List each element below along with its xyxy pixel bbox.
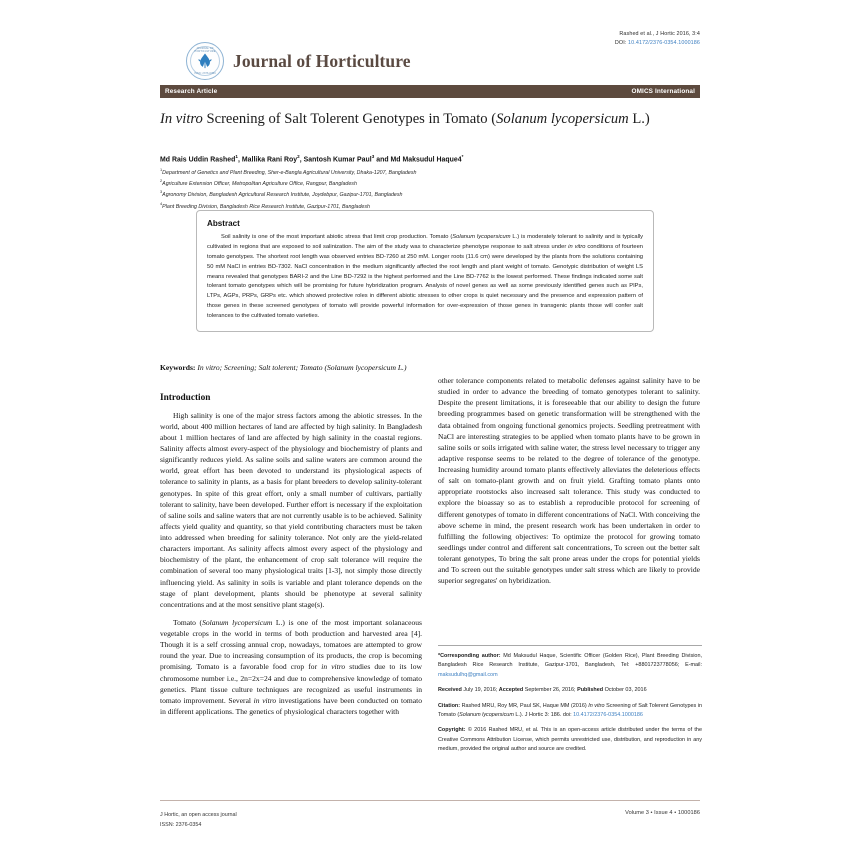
- article-type-bar: [160, 85, 700, 98]
- copyright-text: © 2016 Rashed MRU, et al. This is an open-access article distributed under the terms of the Creative Commons Attribution License, which permits unrestricted use, distribution, and reproduction in any medium, provided the original author and source are credited.: [438, 727, 702, 752]
- title-species: Solanum lycopersicum: [496, 111, 629, 127]
- citation-doi-link[interactable]: 10.4172/2376-0354.1000186: [573, 711, 643, 718]
- title-suffix: L.): [628, 111, 650, 127]
- intro-paragraph-1: High salinity is one of the major stress factors among the abiotic stresses. In the world, about 400 million hectares of land are affected by high salinity. In Bangladesh about 1 million hectares of land are affected by high salinity in the coastal regions. Salinity affects almost every-aspect of the physiology and biochemistry of plants and significantly reduces yield. As saline soils and saline waters are common around the world, great effort has been devoted to understand its physiological aspects of tolerance to salinity in plants, as a basis for plant breeders to develop salinity-tolerant genotypes. In spite of this great effort, only a small number of cultivars, partially tolerant to salinity, have been developed. Further effort is necessary if the exploitation of saline soils and saline waters that are not currently usable is to be achieved. Salinity affects yield quality and quantity, so that yield contributing characters must be taken into addressed when breeding for salinity tolerance. Not only are the yield-related characters important. As salinity affects almost every aspect of the physiology and biochemistry of the plant, the enhancement of crop salt tolerance will require the combination of several too many physiological traits [1-3], not simply those directly influencing yield. As salinity in soils is variable and plant tolerance depends on the stage of plant development, plants should be phenotype at several salinity concentrations and at the most sensitive plant stage(s).: [160, 410, 422, 609]
- copyright-label: Copyright:: [438, 727, 466, 734]
- abstract-box: [196, 210, 654, 332]
- corresponding-author-text: Md Maksudul Haque, Scientific Officer (Golden Rice), Plant Breeding Division, Bangladesh Rice Research Institute, Gazipur-1701, Bangladesh, Tel: +8801723778056; E-mail:: [438, 653, 702, 669]
- intro-paragraph-2: Tomato (Solanum lycopersicum L.) is one of the most important solanaceous vegetable crops in the world in terms of both production and harvested area [4]. Though it is a self crossing annual crop, nowadays, tomatoes are attempted to grow round the year. Due to increasing consumption of its products, the crop is becoming promising. Tomato is a favorable food crop for in vitro studies due to its low chromosome number i.e., 2n=2x=24 and due to comprehensive knowledge of tomato genetics. Plant tissue culture techniques are recognized as useful instruments in tomato improvement. Several in vitro investigations have been conducted on tomato in different applications. The genetics of physiological characters together with: [160, 617, 422, 716]
- received-accepted-published: [438, 686, 702, 695]
- published-label: Published: [577, 687, 604, 694]
- logo-arc-bottom-text: ISSN: 2376-0354: [194, 71, 216, 75]
- journal-title: Journal of Horticulture: [233, 50, 411, 71]
- author-list: Md Rais Uddin Rashed$^1$, Mallika Rani Roy$^2$, Santosh Kumar Paul$^3$ and Md Maksudul Haque4*: [160, 154, 464, 164]
- affiliation-item: $^4$Plant Breeding Division, Bangladesh Rice Research Institute, Gazipur-1701, Bangladesh: [160, 200, 370, 210]
- journal-logo-icon: [186, 42, 224, 80]
- journal-citation-meta: [615, 30, 700, 49]
- doi-line: [615, 39, 700, 48]
- doi-label: DOI:: [614, 40, 627, 47]
- publisher-label: OMICS International: [631, 88, 695, 95]
- abstract-heading: Abstract: [207, 219, 240, 228]
- body-column-right: [438, 375, 700, 593]
- logo-arc-top-text: JOURNAL OF HORTICULTURE: [194, 47, 216, 53]
- doi-link[interactable]: 10.4172/2376-0354.1000186: [628, 40, 700, 47]
- citation-block: [438, 702, 702, 721]
- abstract-text: Soil salinity is one of the most important abiotic stress that limit crop production. Tomato (Solanum lycopersicum L.) is moderately tolerant to salinity and is typically cultivated in regions that are exposed to soil salinization. The aim of the study was to characterize phenotype response to salt stress under in vitro conditions of fourteen tomato genotypes. The shortest root length was observed entries BD-7260 at 250 mM. Longer roots (11.6 cm) were developed by the plants from the solutions containing 50 mM NaCl in entries BD-7302. NaCl concentration in the medium significantly affected the root length and plant weight of tomato. Genotypic distribution of weight LS means revealed that genotypes BARI-2 and the Line BD-7292 is the highest performed and the Line BD-7762 is the lowest performed. These findings indicated some salt tolerant tomato genotypes which will be promising for future hybridization program. Analysis of novel genes as well as some previously identified genes such as PIPs, LTPs, AGPs, PRPs, GRPs etc. which showed protective roles in different abiotic stresses to other crops is quiet necessary and the presence and expression pattern of those genes in these screened genotypes of tomato will provide powerful information for over-expression of those genes in transgenic plants those will confer salt tolerances to the cultivated tomato varieties.: [207, 234, 643, 319]
- keywords: [160, 362, 422, 374]
- keywords-value: In vitro; Screening; Salt tolerent; Tomato (Solanum lycopersicum L.): [197, 363, 407, 372]
- citation-line: Rashed et al., J Hortic 2016, 3:4: [619, 31, 700, 37]
- title-main: Screening of Salt Tolerent Genotypes in Tomato (: [202, 111, 497, 127]
- received-value: July 19, 2016;: [461, 687, 499, 694]
- citation-text: Rashed MRU, Roy MR, Paul SK, Haque MM (2016) In vitro Screening of Salt Tolerent Genotypes in Tomato (Solanum lycopersicum L.). J Hortic 3: 186. doi:: [438, 702, 702, 718]
- paper-sheet: [160, 0, 700, 847]
- affiliation-item: $^1$Department of Genetics and Plant Breeding, Sher-e-Bangla Agricultural University, Dhaka-1207, Bangladesh: [160, 167, 417, 176]
- corresponding-author-label: *Corresponding author:: [438, 653, 501, 659]
- footer-journal-info: [160, 810, 237, 830]
- copyright-block: [438, 726, 702, 754]
- title-invitro: In vitro: [160, 111, 203, 127]
- citation-label: Citation:: [438, 702, 461, 709]
- accepted-value: September 26, 2016;: [523, 687, 578, 694]
- published-value: October 03, 2016: [603, 687, 647, 694]
- footer-issn-line: ISSN: 2376-0354: [160, 822, 202, 828]
- affiliation-list: [160, 167, 694, 212]
- article-type-label: Research Article: [165, 88, 218, 95]
- corresponding-author-email[interactable]: maksudulhq@gmail.com: [438, 671, 498, 678]
- footnote-divider: [438, 645, 702, 646]
- corresponding-author: [438, 652, 702, 680]
- footer-journal-line: J Hortic, an open access journal: [160, 812, 237, 818]
- affiliation-item: $^3$Agronomy Division, Bangladesh Agricultural Research Institute, Joydebpur, Gazipur-1701, Bangladesh: [160, 189, 403, 199]
- footer-divider: [160, 800, 700, 801]
- affiliation-item: $^2$Agriculture Extension Officer, Metropolitan Agriculture Office, Rangpur, Bangladesh: [160, 178, 357, 187]
- accepted-label: Accepted: [498, 687, 524, 694]
- footer-volume-info: Volume 3 • Issue 4 • 1000186: [625, 810, 700, 816]
- intro-paragraph-3: other tolerance components related to metabolic defenses against salinity have to be studied in order to advance the breeding of tomato genotypes tolerant to salinity. Despite the present limitations, it is foreseeable that our ability to design the future breeding programmes based on genetic transformation will be strengthened with the data obtained from ongoing functional genomics projects. Seedling pretreatment with NaCl are interesting strategies to be applied when tomato plants have to be grown in saline soils or soils irrigated with saline water, the stress level necessary to trigger any adaptive response seems to be related to the degree of tolerance of the genotype. Increasing humidity around tomato plants effectively alleviates the deleterious effects of salt on tomato-plant growth and on fruit yield. Grafting tomato plants onto appropriate rootstocks also increased salt tolerance. This study was conducted to explore the bioassay so as to establish a reproducible protocol for screening of different genotypes of tomato in different concentrations of NaCl. With conceiving the above scheme in mind, the present research work has been undertaken in order to fulfilling the following objectives: To optimize the protocol for growing tomato seedlings under control and different salt concentrations, To screen out the better salt tolerant genotypes, To bring the salt prone areas under the crops for potential yields and To screen out the suitable genotypes under salt stress which are likely to provide superior segregates' on hybridization.: [438, 376, 700, 586]
- received-label: Received: [438, 687, 462, 694]
- introduction-heading: Introduction: [160, 393, 211, 403]
- journal-masthead: [186, 42, 411, 80]
- footnote-block: [438, 645, 702, 760]
- body-column-left: [160, 392, 422, 724]
- keywords-label: Keywords:: [160, 363, 196, 372]
- page-title: [160, 110, 692, 129]
